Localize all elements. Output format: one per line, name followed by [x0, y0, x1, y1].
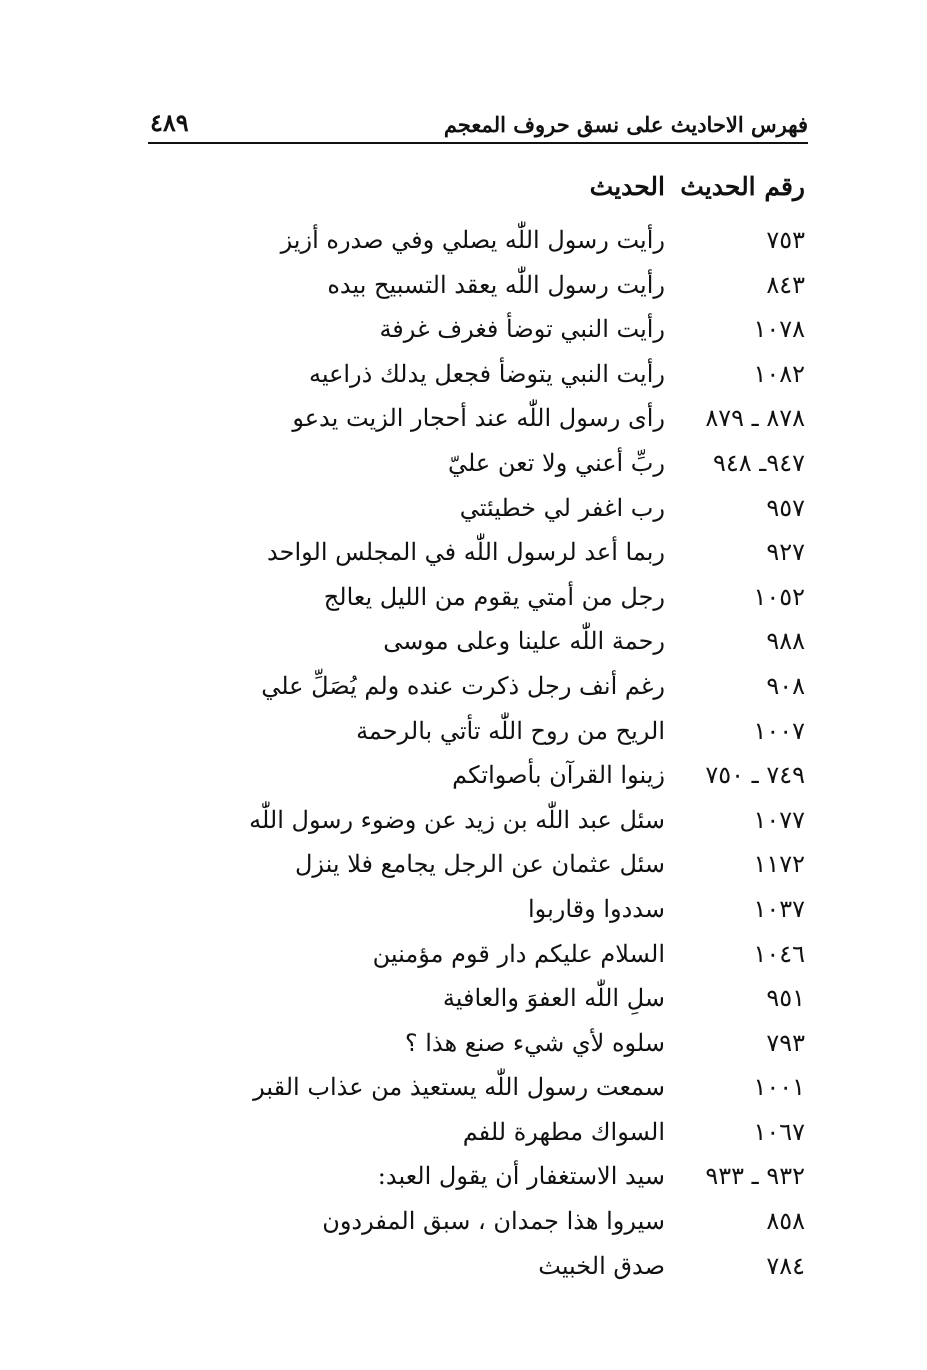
hadith-text: سئل عبد اللّٰه بن زيد عن وضوء رسول اللّٰه — [249, 805, 665, 834]
hadith-number: ١٠٨٢ — [753, 359, 805, 388]
list-item — [0, 1162, 927, 1207]
hadith-text: السواك مطهرة للفم — [462, 1117, 665, 1146]
list-item — [0, 806, 927, 851]
list-item — [0, 271, 927, 316]
list-item — [0, 538, 927, 583]
list-item — [0, 494, 927, 539]
hadith-text: سلِ اللّٰه العفوَ والعافية — [442, 984, 665, 1013]
hadith-number: ٨٥٨ — [766, 1207, 805, 1236]
hadith-number: ٩٢٧ — [766, 538, 805, 567]
list-item — [0, 583, 927, 628]
hadith-number: ٧٥٣ — [766, 226, 805, 254]
list-item — [0, 1207, 927, 1252]
hadith-text: سمعت رسول اللّٰه يستعيذ من عذاب القبر — [253, 1073, 665, 1102]
hadith-number: ٧٨٤ — [766, 1251, 805, 1280]
hadith-number: ٩٣٢ ـ ٩٣٣ — [705, 1162, 805, 1191]
list-item — [0, 449, 927, 494]
hadith-text: رغم أنف رجل ذكرت عنده ولم يُصَلِّ علي — [261, 671, 665, 700]
hadith-text: رأيت رسول اللّٰه يعقد التسبيح بيده — [327, 270, 665, 299]
hadith-text: سددوا وقاربوا — [528, 894, 665, 923]
hadith-text: رأى رسول اللّٰه عند أحجار الزيت يدعو — [292, 404, 665, 433]
hadith-number: ٨٧٨ ـ ٨٧٩ — [705, 404, 805, 433]
hadith-number: ١٠٠١ — [753, 1073, 805, 1102]
hadith-number: ١٠٠٧ — [753, 716, 805, 745]
hadith-number: ٩٠٨ — [766, 671, 805, 700]
hadith-text: سيد الاستغفار أن يقول العبد: — [377, 1162, 665, 1191]
hadith-text: رحمة اللّٰه علينا وعلى موسى — [383, 627, 665, 656]
hadith-number: ١٠٧٧ — [753, 805, 805, 834]
hadith-number: ٨٤٣ — [766, 270, 805, 299]
hadith-number: ١٠٧٨ — [753, 315, 805, 344]
list-item — [0, 226, 927, 271]
list-item — [0, 404, 927, 449]
hadith-text: رأيت النبي يتوضأ فجعل يدلك ذراعيه — [308, 359, 665, 388]
hadith-number: ٩٤٧ـ ٩٤٨ — [712, 448, 805, 477]
hadith-number: ١٠٥٢ — [753, 582, 805, 611]
hadith-text: رأيت النبي توضأ فغرف غرفة — [379, 315, 665, 344]
hadith-number: ١٠٤٦ — [753, 939, 805, 968]
column-header-hadith: الحديث — [589, 172, 665, 201]
hadith-number: ١١٧٢ — [753, 850, 805, 879]
list-item — [0, 895, 927, 940]
list-item — [0, 761, 927, 806]
page-number: ٤٨٩ — [150, 108, 189, 137]
list-item — [0, 627, 927, 672]
hadith-text: زينوا القرآن بأصواتكم — [452, 761, 665, 790]
list-item — [0, 1252, 927, 1297]
list-item — [0, 360, 927, 405]
hadith-number: ٩٥٧ — [766, 493, 805, 522]
running-title: فهرس الاحاديث على نسق حروف المعجم — [443, 112, 808, 137]
list-item — [0, 315, 927, 360]
hadith-text: رجل من أمتي يقوم من الليل يعالج — [323, 582, 665, 611]
list-item — [0, 672, 927, 717]
list-item — [0, 850, 927, 895]
list-item — [0, 1073, 927, 1118]
hadith-text: رب اغفر لي خطيئتي — [459, 493, 665, 522]
hadith-text: صدق الخبيث — [538, 1251, 665, 1280]
list-item — [0, 1029, 927, 1074]
hadith-text: سئل عثمان عن الرجل يجامع فلا ينزل — [294, 850, 665, 879]
hadith-text: سلوه لأي شيء صنع هذا ؟ — [404, 1028, 665, 1057]
hadith-text: السلام عليكم دار قوم مؤمنين — [372, 939, 665, 968]
hadith-text: رأيت رسول اللّٰه يصلي وفي صدره أزيز — [280, 226, 665, 254]
list-item — [0, 940, 927, 985]
hadith-text: ربما أعد لرسول اللّٰه في المجلس الواحد — [267, 538, 665, 567]
list-item — [0, 717, 927, 762]
hadith-text: ربِّ أعني ولا تعن عليّ — [447, 448, 665, 477]
column-headers — [0, 172, 927, 208]
hadith-number: ٩٥١ — [766, 984, 805, 1013]
list-item — [0, 1118, 927, 1163]
hadith-number: ٧٤٩ ـ ٧٥٠ — [705, 761, 805, 790]
hadith-index-list — [0, 226, 927, 1296]
hadith-number: ٧٩٣ — [766, 1028, 805, 1057]
hadith-text: سيروا هذا جمدان ، سبق المفردون — [322, 1207, 665, 1236]
hadith-text: الريح من روح اللّٰه تأتي بالرحمة — [356, 716, 665, 745]
hadith-number: ٩٨٨ — [766, 627, 805, 656]
hadith-number: ١٠٦٧ — [753, 1117, 805, 1146]
page-header — [148, 108, 808, 144]
column-header-number: رقم الحديث — [680, 172, 805, 201]
list-item — [0, 984, 927, 1029]
hadith-number: ١٠٣٧ — [753, 894, 805, 923]
